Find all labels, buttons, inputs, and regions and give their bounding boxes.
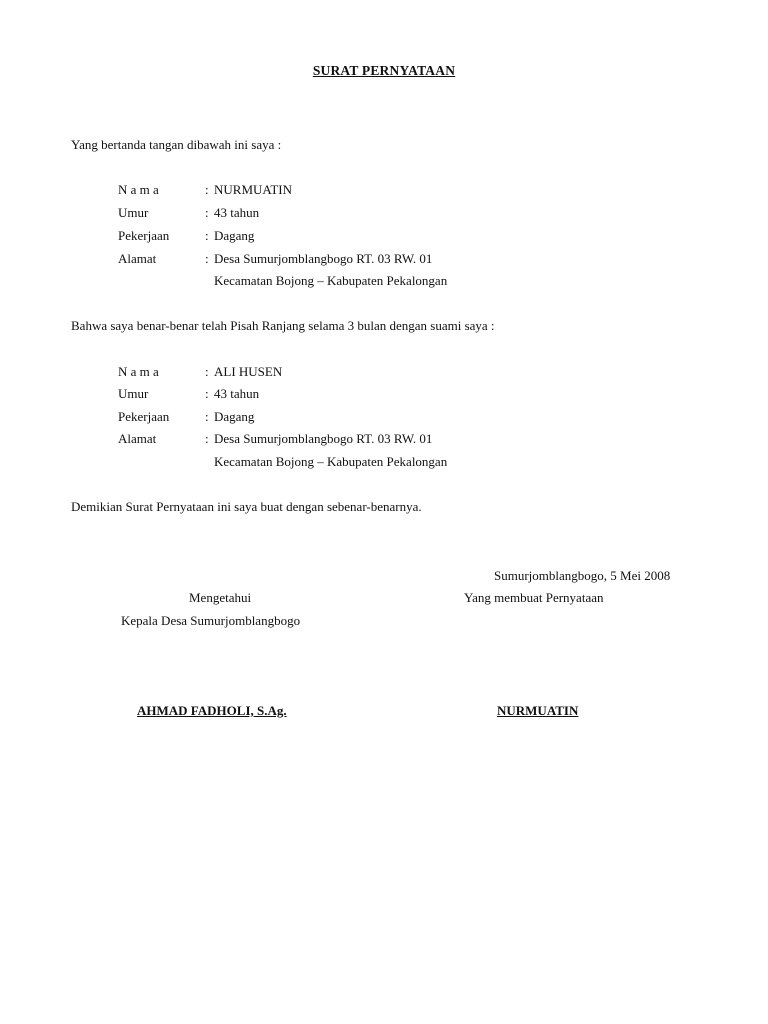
person2-name-value: ALI HUSEN — [214, 364, 283, 379]
person1-job-label: Pekerjaan — [118, 228, 170, 243]
person1-address-colon: : — [205, 251, 209, 266]
left-sign-heading: Mengetahui — [189, 590, 252, 605]
intro-text: Yang bertanda tangan dibawah ini saya : — [71, 137, 282, 152]
place-date: Sumurjomblangbogo, 5 Mei 2008 — [494, 568, 671, 583]
person1-address-value: Desa Sumurjomblangbogo RT. 03 RW. 01 — [214, 251, 433, 266]
person1-age-colon: : — [205, 205, 209, 220]
person2-address-line2: Kecamatan Bojong – Kabupaten Pekalongan — [214, 454, 448, 469]
person2-age-value: 43 tahun — [214, 386, 260, 401]
person1-job-colon: : — [205, 228, 209, 243]
person1-name-colon: : — [205, 182, 209, 197]
right-sign-name: NURMUATIN — [497, 703, 579, 718]
person2-age-colon: : — [205, 386, 209, 401]
person1-address-label: Alamat — [118, 251, 157, 266]
person2-age-label: Umur — [118, 386, 149, 401]
person2-address-colon: : — [205, 431, 209, 446]
person2-name-colon: : — [205, 364, 209, 379]
person2-address-value: Desa Sumurjomblangbogo RT. 03 RW. 01 — [214, 431, 433, 446]
person1-age-label: Umur — [118, 205, 149, 220]
person2-job-label: Pekerjaan — [118, 409, 170, 424]
person1-name-label: N a m a — [118, 182, 159, 197]
person1-age-value: 43 tahun — [214, 205, 260, 220]
person1-name-value: NURMUATIN — [214, 182, 292, 197]
closing-text: Demikian Surat Pernyataan ini saya buat dengan sebenar-benarnya. — [71, 499, 422, 514]
left-sign-role: Kepala Desa Sumurjomblangbogo — [121, 613, 301, 628]
person2-job-colon: : — [205, 409, 209, 424]
document-title: SURAT PERNYATAAN — [312, 63, 456, 78]
person1-job-value: Dagang — [214, 228, 255, 243]
person2-address-label: Alamat — [118, 431, 157, 446]
person2-job-value: Dagang — [214, 409, 255, 424]
person1-address-line2: Kecamatan Bojong – Kabupaten Pekalongan — [214, 273, 448, 288]
statement-text: Bahwa saya benar-benar telah Pisah Ranjang selama 3 bulan dengan suami saya : — [71, 318, 495, 333]
person2-name-label: N a m a — [118, 364, 159, 379]
left-sign-name: AHMAD FADHOLI, S.Ag. — [137, 703, 287, 718]
right-sign-heading: Yang membuat Pernyataan — [464, 590, 604, 605]
